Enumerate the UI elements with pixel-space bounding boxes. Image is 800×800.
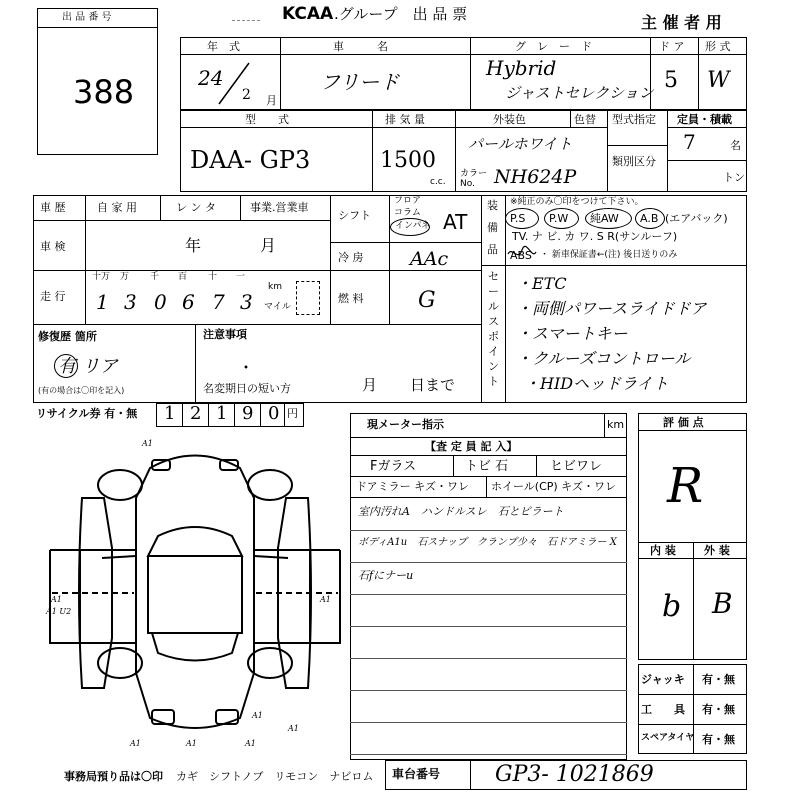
- equipment-note: ※純正のみ〇印をつけて下さい。: [510, 197, 644, 207]
- capacity-label: 定員・積載: [677, 113, 732, 126]
- inspector-note-3: 石fにナーu: [358, 569, 414, 582]
- sales-point-label-char: セ: [488, 270, 499, 283]
- color-name: パールホワイト: [468, 135, 573, 153]
- grade-line2: ジャストセレクション: [505, 84, 654, 102]
- car-diagram: [40, 438, 350, 748]
- damage-mark: A1: [320, 595, 331, 604]
- recycle-digit: 1: [216, 403, 228, 424]
- mileage-digit: 7: [212, 290, 225, 314]
- fuel-label: 燃 料: [338, 292, 364, 305]
- inspection-label: 車 検: [40, 240, 66, 253]
- interior-label: 内 装: [650, 544, 676, 557]
- recycle-digit: 1: [164, 403, 176, 424]
- type-designation-label: 型式指定: [612, 113, 656, 126]
- f-glass: Fガラス: [370, 459, 417, 474]
- model-month: 2: [242, 87, 251, 103]
- grade-label: グ レ ー ド: [515, 40, 592, 53]
- notes-day: 日まで: [410, 376, 456, 394]
- accessory-label: ジャッキ: [641, 673, 685, 686]
- office-items: カギ シフトノブ リモコン ナビロム: [176, 770, 374, 783]
- recycle-box: [156, 403, 304, 427]
- inspector-note-1: 室内汚れA ハンドルスレ 石とビラート: [358, 505, 564, 518]
- repair-label: 修復歴 箇所: [38, 330, 97, 343]
- equip-line2: TV. ナ ビ. カ ワ. S R(サンルーフ): [512, 230, 678, 243]
- exterior-label: 外 装: [704, 544, 730, 557]
- equip-aw: 純AW: [590, 212, 619, 225]
- shift-panel-circle: [390, 218, 430, 236]
- lot-label: 出 品 番 号: [62, 12, 112, 23]
- equip-airbag: (エアバック): [665, 212, 728, 225]
- sales-point-label-char: ン: [488, 360, 499, 373]
- damage-mark: A1: [288, 724, 299, 733]
- office-note: 事務局預り品は〇印: [64, 770, 163, 783]
- sales-point-label-char: ポ: [488, 330, 499, 343]
- mileage-digit: 3: [240, 290, 253, 314]
- inspection-month-unit: 月: [260, 236, 277, 255]
- sales-point-item: ・両側パワースライドドア: [516, 299, 707, 318]
- shift-floor: フロア: [394, 196, 422, 206]
- repair-circle: [54, 354, 78, 378]
- wheel: ホイール(CP) キズ・ワレ: [491, 480, 616, 493]
- color-no-label: カラー No.: [460, 169, 488, 189]
- category-label: 類別区分: [612, 155, 656, 168]
- organizer-label: 主 催 者 用: [641, 13, 722, 32]
- lot-number: 388: [73, 73, 135, 111]
- equip-ps: P.S: [510, 212, 526, 225]
- shape-value: W: [707, 68, 730, 93]
- notes-label: 注意事項: [203, 328, 247, 341]
- sales-point-item: ・クルーズコントロール: [516, 349, 691, 368]
- recycle-digit: 9: [242, 403, 254, 424]
- recycle-digit: 2: [190, 403, 202, 424]
- ps-circle: [505, 208, 539, 229]
- notes-dot: ・: [238, 358, 255, 377]
- recycle-label: リサイクル券 有・無: [36, 407, 138, 420]
- accessory-label: 工 具: [641, 703, 685, 716]
- sales-point-label-char: ス: [488, 315, 499, 328]
- mileage-unit: 十: [208, 272, 218, 282]
- tons-unit: トン: [723, 171, 745, 184]
- persons-unit: 名: [730, 139, 741, 152]
- color-code: NH624P: [494, 166, 577, 188]
- mile-box: [296, 281, 320, 315]
- aircon-value: AAc: [410, 248, 449, 270]
- displacement-label: 排 気 量: [385, 113, 425, 126]
- equip-line3: ・ 新車保証書←(注) 後日送りのみ: [540, 250, 678, 260]
- equipment-label-2: 備: [487, 221, 498, 234]
- meter-km: km: [607, 418, 625, 431]
- rating-value: R: [667, 458, 704, 514]
- km-unit: km: [268, 282, 282, 292]
- model-code: DAA- GP3: [190, 146, 311, 174]
- damage-mark: A1: [245, 739, 256, 748]
- mileage-unit: 百: [178, 272, 188, 282]
- brand-logo: KCAA: [282, 4, 334, 24]
- equip-pw: P.W: [549, 212, 569, 225]
- equipment-label-1: 装: [487, 199, 498, 212]
- exterior-grade: B: [712, 587, 733, 620]
- shape-label: 形 式: [705, 40, 731, 53]
- rating-label: 評 価 点: [663, 416, 704, 429]
- grade-line1: Hybrid: [486, 56, 557, 80]
- history-label: 車 歴: [40, 201, 66, 214]
- damage-mark: A1 U2: [46, 607, 72, 616]
- equip-ab: A.B: [640, 212, 659, 225]
- meter-label: 現メーター指示: [367, 418, 444, 431]
- year-label: 年 式: [207, 40, 240, 53]
- ext-color-label: 外装色: [493, 113, 526, 126]
- accessory-value: 有・無: [702, 703, 735, 716]
- model-year: 24: [198, 66, 224, 90]
- abs-scribble: [504, 244, 538, 264]
- mileage-unit: 十万: [92, 272, 111, 282]
- sales-point-label-char: イ: [488, 345, 499, 358]
- mileage-unit: 一: [236, 272, 246, 282]
- mileage-digit: 3: [124, 290, 137, 314]
- door-mirror: ドアミラー キズ・ワレ: [356, 480, 469, 493]
- doors-label: ド ア: [659, 40, 685, 53]
- equip-abs: ABS: [510, 249, 532, 262]
- sales-point-item: ・スマートキー: [516, 324, 628, 343]
- chassis-label: 車台番号: [392, 767, 441, 781]
- shift-column: コラム: [394, 208, 421, 218]
- ab-circle: [635, 208, 665, 229]
- mileage-unit: 万: [120, 272, 130, 282]
- inspector-note-2: ボディA1u 石スナップ クランプ少々 石ドアミラー X: [358, 537, 617, 548]
- accessory-value: 有・無: [702, 673, 735, 686]
- notes-deadline: 名変期日の短い方: [203, 382, 291, 395]
- chassis-number: GP3- 1021869: [495, 762, 654, 787]
- cc-unit: c.c.: [430, 177, 446, 187]
- notes-month: 月: [362, 376, 378, 394]
- sales-point-item: ・HIDヘッドライト: [524, 374, 669, 393]
- mileage-label: 走 行: [40, 290, 66, 303]
- damage-mark: A1: [130, 739, 141, 748]
- tobi-ishi: トビ 石: [465, 459, 509, 474]
- repair-value: 有 リア: [58, 356, 118, 377]
- doors-value: 5: [664, 68, 678, 93]
- sales-point-label-char: ル: [488, 300, 499, 313]
- mileage-digit: 1: [96, 290, 109, 314]
- damage-mark: A1: [186, 739, 197, 748]
- history-private: 自 家 用: [97, 201, 137, 214]
- inspection-year-unit: 年: [185, 236, 202, 255]
- sales-point-item: ・ETC: [516, 274, 567, 293]
- repair-note: (有の場合は〇印を記入): [38, 386, 125, 395]
- yen-unit: 円: [287, 407, 298, 420]
- shift-value: AT: [443, 210, 468, 234]
- sales-point-label-char: ト: [488, 375, 499, 388]
- aw-circle: [585, 208, 632, 229]
- inspector-title: 【査 定 員 記 入】: [425, 440, 518, 453]
- form-title: .グループ 出 品 票: [334, 5, 468, 23]
- history-business: 事業.営業車: [250, 201, 309, 214]
- hibiware: ヒビワレ: [550, 459, 603, 474]
- sales-point-label-char: ー: [488, 285, 499, 298]
- month-unit: 月: [266, 94, 277, 107]
- shift-label: シフト: [338, 209, 371, 222]
- interior-grade: b: [662, 589, 682, 624]
- mileage-digit: 6: [182, 290, 195, 314]
- aircon-label: 冷 房: [338, 251, 364, 264]
- capacity-value: 7: [683, 130, 696, 154]
- repaint-label: 色替: [574, 113, 596, 126]
- pw-circle: [544, 208, 579, 229]
- mileage-unit: 千: [150, 272, 160, 282]
- displacement-value: 1500: [380, 148, 436, 173]
- damage-mark: A1: [252, 711, 263, 720]
- car-name-label: 車 名: [333, 40, 388, 53]
- accessory-label: スペアタイヤ: [641, 733, 695, 743]
- header-dash-left: [232, 20, 260, 21]
- car-name: フリード: [320, 70, 400, 94]
- model-code-label: 型 式: [245, 113, 289, 126]
- damage-mark: A1: [142, 439, 153, 448]
- mileage-digit: 0: [154, 290, 167, 314]
- recycle-digit: 0: [268, 403, 280, 424]
- history-rental: レ ン タ: [176, 201, 216, 214]
- mile-unit: マイル: [264, 302, 291, 312]
- shift-panel: インパネ: [395, 221, 431, 231]
- damage-mark: A1: [51, 595, 62, 604]
- accessory-value: 有・無: [702, 733, 735, 746]
- equipment-label-3: 品: [487, 243, 498, 256]
- fuel-value: G: [418, 288, 436, 313]
